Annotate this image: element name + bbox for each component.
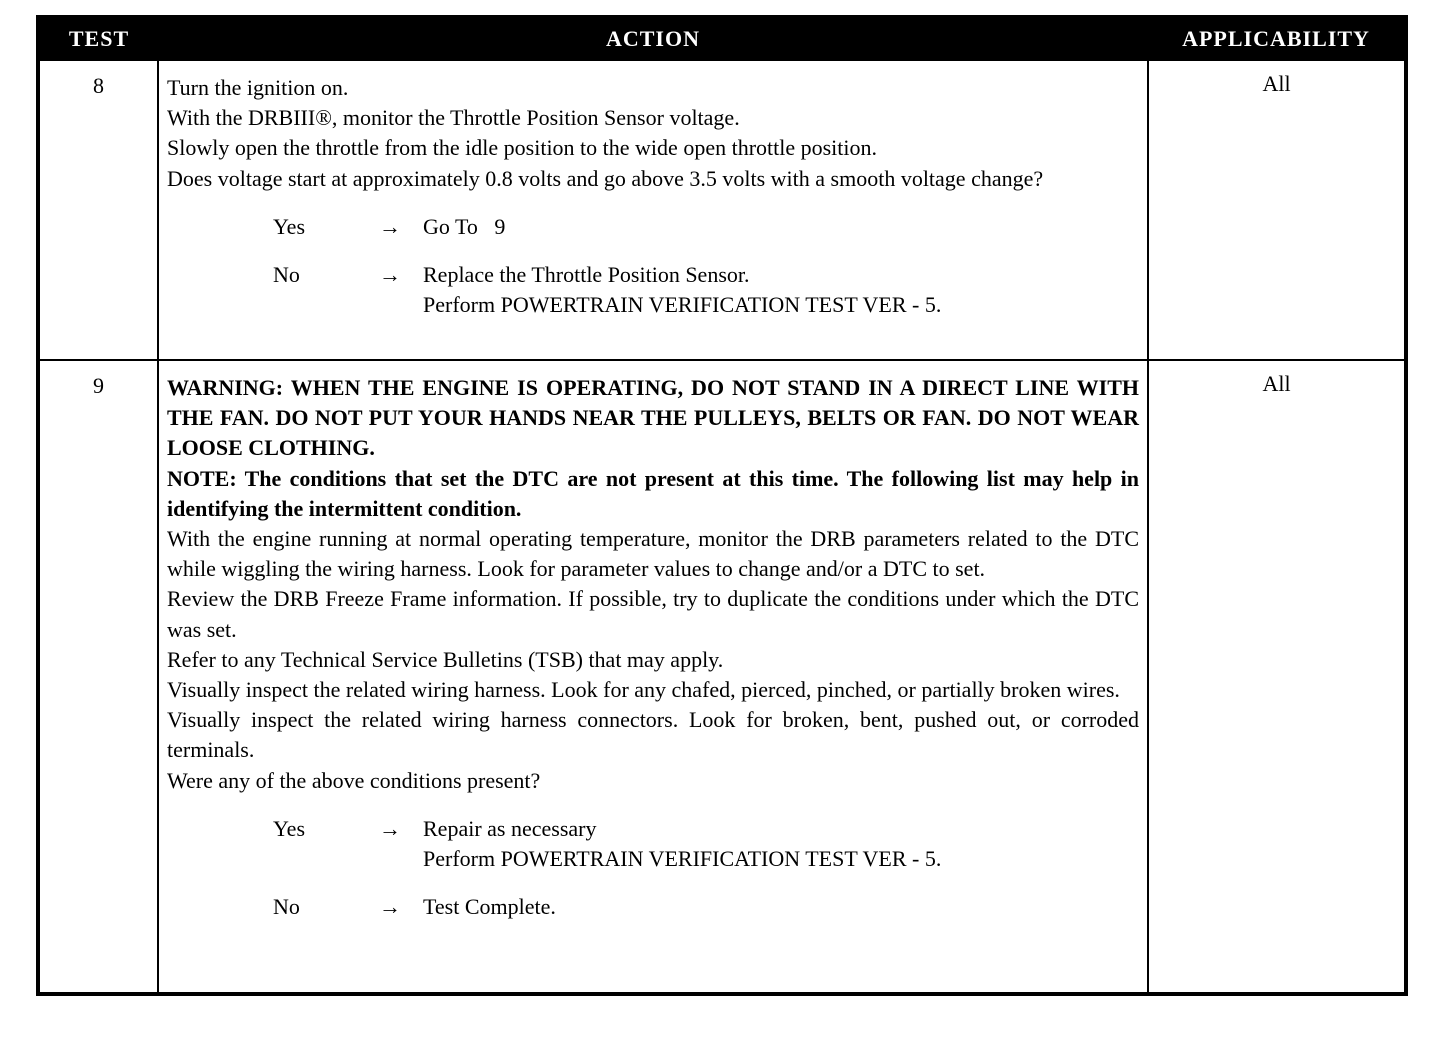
header-test: TEST — [38, 17, 158, 60]
diagnostic-test-table — [36, 15, 1408, 996]
no-result: Test Complete. — [423, 894, 556, 920]
action-line: Refer to any Technical Service Bulletins (TSB) that may apply. — [167, 646, 724, 672]
yes-result-line: Repair as necessary — [423, 815, 597, 841]
action-line: Slowly open the throttle from the idle position to the wide open throttle position. — [167, 135, 878, 161]
warning-text: WARNING: WHEN THE ENGINE IS OPERATING, DO NOT STAND IN A DIRECT LINE WITH THE FAN. DO NOT PUT YOUR HANDS NEAR THE PULLEYS, BELTS OR FAN. DO NOT WEAR LOOSE CLOTHING. — [167, 375, 1139, 461]
test-number: 9 — [38, 360, 158, 994]
yes-result-line: Perform POWERTRAIN VERIFICATION TEST VER - 5. — [423, 846, 942, 872]
header-applicability: APPLICABILITY — [1148, 17, 1406, 60]
right-arrow-icon: → — [379, 894, 401, 920]
table-row-test-8 — [38, 60, 1406, 360]
action-line: With the DRBIII®, monitor the Throttle Position Sensor voltage. — [167, 105, 740, 131]
yes-result — [423, 814, 1139, 874]
action-line: Review the DRB Freeze Frame information. If possible, try to duplicate the conditions under which the DTC was set. — [167, 586, 1139, 642]
no-result-line: Perform POWERTRAIN VERIFICATION TEST VER - 5. — [423, 292, 942, 318]
decision-branches — [167, 814, 1139, 923]
yes-result: Go To 9 — [423, 213, 506, 239]
action-line: Visually inspect the related wiring harness. Look for any chafed, pierced, pinched, or partially broken wires. — [167, 677, 1120, 703]
no-result — [423, 260, 1139, 320]
table-row-test-9 — [38, 360, 1406, 994]
yes-label: Yes — [273, 815, 306, 841]
no-label: No — [273, 262, 300, 288]
test-number: 8 — [38, 60, 158, 360]
applicability-cell: All — [1148, 60, 1406, 360]
right-arrow-icon: → — [379, 262, 401, 288]
no-branch — [167, 892, 1139, 922]
action-line: Were any of the above conditions present? — [167, 767, 541, 793]
no-result-line: Replace the Throttle Position Sensor. — [423, 262, 750, 288]
right-arrow-icon: → — [379, 815, 401, 841]
right-arrow-icon: → — [379, 213, 401, 239]
action-cell — [158, 60, 1148, 360]
yes-branch — [167, 212, 1139, 242]
action-cell — [158, 360, 1148, 994]
note-text: NOTE: The conditions that set the DTC are not present at this time. The following list may help in identifying the intermittent condition. — [167, 465, 1139, 521]
diagnostic-procedure-document — [36, 15, 1404, 996]
action-line: Visually inspect the related wiring harness connectors. Look for broken, bent, pushed out, or corroded terminals. — [167, 707, 1139, 763]
yes-label: Yes — [273, 213, 306, 239]
action-line: Does voltage start at approximately 0.8 volts and go above 3.5 volts with a smooth voltage change? — [167, 165, 1044, 191]
yes-branch — [167, 814, 1139, 874]
applicability-cell: All — [1148, 360, 1406, 994]
action-line: Turn the ignition on. — [167, 75, 349, 100]
table-header-row — [38, 17, 1406, 60]
header-action: ACTION — [158, 17, 1148, 60]
no-branch — [167, 260, 1139, 320]
no-label: No — [273, 894, 300, 920]
decision-branches — [167, 212, 1139, 321]
action-line: With the engine running at normal operating temperature, monitor the DRB parameters related to the DTC while wiggling the wiring harness. Look for parameter values to change and/or a DTC to set. — [167, 526, 1139, 582]
